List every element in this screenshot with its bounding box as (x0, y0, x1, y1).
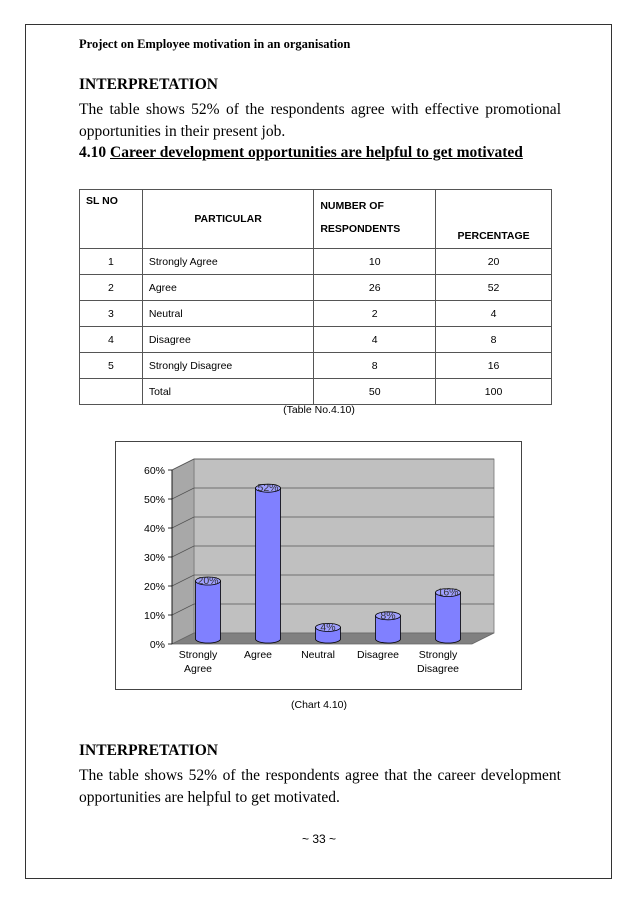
bar (256, 484, 281, 643)
table-row (80, 275, 552, 301)
interpretation-text-1: The table shows 52% of the respondents agree with effective promotional opportunities in their present job. (79, 101, 561, 140)
cell-sl-no: 4 (80, 327, 143, 353)
cell-particular: Strongly Agree (142, 249, 314, 275)
bar-body (256, 488, 281, 643)
header-number-of-respondents (314, 190, 436, 249)
interpretation-heading-1: INTERPRETATION (79, 76, 218, 93)
respondents-table (79, 189, 552, 405)
bar-chart-svg (116, 442, 523, 691)
header-number-line1: NUMBER OF (320, 200, 384, 212)
cell-particular: Disagree (142, 327, 314, 353)
x-category-label: Strongly (178, 649, 218, 661)
table-header-row (80, 190, 552, 249)
header-sl-no: SL NO (80, 190, 143, 249)
y-tick-label: 40% (143, 523, 165, 535)
cell-sl-no (80, 379, 143, 405)
cell-percentage: 20 (436, 249, 552, 275)
table-row (80, 353, 552, 379)
y-tick-label: 30% (143, 552, 165, 564)
cell-particular: Agree (142, 275, 314, 301)
section-title (79, 144, 523, 162)
x-category-label: Strongly (418, 649, 458, 661)
chart-caption: (Chart 4.10) (290, 699, 348, 711)
y-tick-label: 10% (143, 610, 165, 622)
cell-respondents: 2 (314, 301, 436, 327)
cell-sl-no: 1 (80, 249, 143, 275)
cell-sl-no: 2 (80, 275, 143, 301)
cell-respondents: 50 (314, 379, 436, 405)
bar-body (436, 593, 461, 643)
y-tick-label: 0% (149, 639, 165, 651)
interpretation-text-2: The table shows 52% of the respondents agree that the career development opportunities are helpful to get motivated. (79, 767, 561, 806)
cell-respondents: 26 (314, 275, 436, 301)
cell-percentage: 8 (436, 327, 552, 353)
data-label: 52% (257, 482, 279, 495)
bar-body (196, 581, 221, 643)
header-number-line2: RESPONDENTS (320, 223, 401, 235)
table-row (80, 379, 552, 405)
y-tick-label: 20% (143, 581, 165, 593)
cell-sl-no: 3 (80, 301, 143, 327)
data-label: 16% (437, 586, 459, 599)
interpretation-heading-2: INTERPRETATION (79, 742, 218, 759)
x-category-label: Agree (183, 663, 213, 675)
x-category-label: Agree (243, 649, 273, 661)
y-tick-label: 60% (143, 465, 165, 477)
cell-respondents: 4 (314, 327, 436, 353)
cell-percentage: 16 (436, 353, 552, 379)
data-label: 4% (320, 621, 336, 634)
cell-particular: Strongly Disagree (142, 353, 314, 379)
data-label: 20% (197, 575, 219, 587)
page-number: ~ 33 ~ (301, 832, 337, 846)
data-label: 8% (380, 609, 396, 622)
header-percentage: PERCENTAGE (436, 190, 552, 249)
cell-percentage: 52 (436, 275, 552, 301)
x-category-label: Neutral (301, 649, 335, 661)
y-tick-label: 50% (143, 494, 165, 506)
table-row (80, 327, 552, 353)
table-row (80, 249, 552, 275)
table-caption: (Table No.4.10) (283, 404, 355, 416)
header-particular: PARTICULAR (142, 190, 314, 249)
running-header: Project on Employee motivation in an organisation (79, 37, 351, 51)
section-title-text: Career development opportunities are helpful to get motivated (110, 144, 523, 161)
cell-particular: Neutral (142, 301, 314, 327)
x-category-label: Disagree (356, 649, 400, 661)
x-category-label: Disagree (416, 663, 460, 675)
cell-respondents: 8 (314, 353, 436, 379)
bar-chart (115, 441, 522, 690)
cell-particular: Total (142, 379, 314, 405)
cell-percentage: 100 (436, 379, 552, 405)
table-row (80, 301, 552, 327)
cell-percentage: 4 (436, 301, 552, 327)
cell-respondents: 10 (314, 249, 436, 275)
section-number: 4.10 (79, 144, 107, 161)
cell-sl-no: 5 (80, 353, 143, 379)
